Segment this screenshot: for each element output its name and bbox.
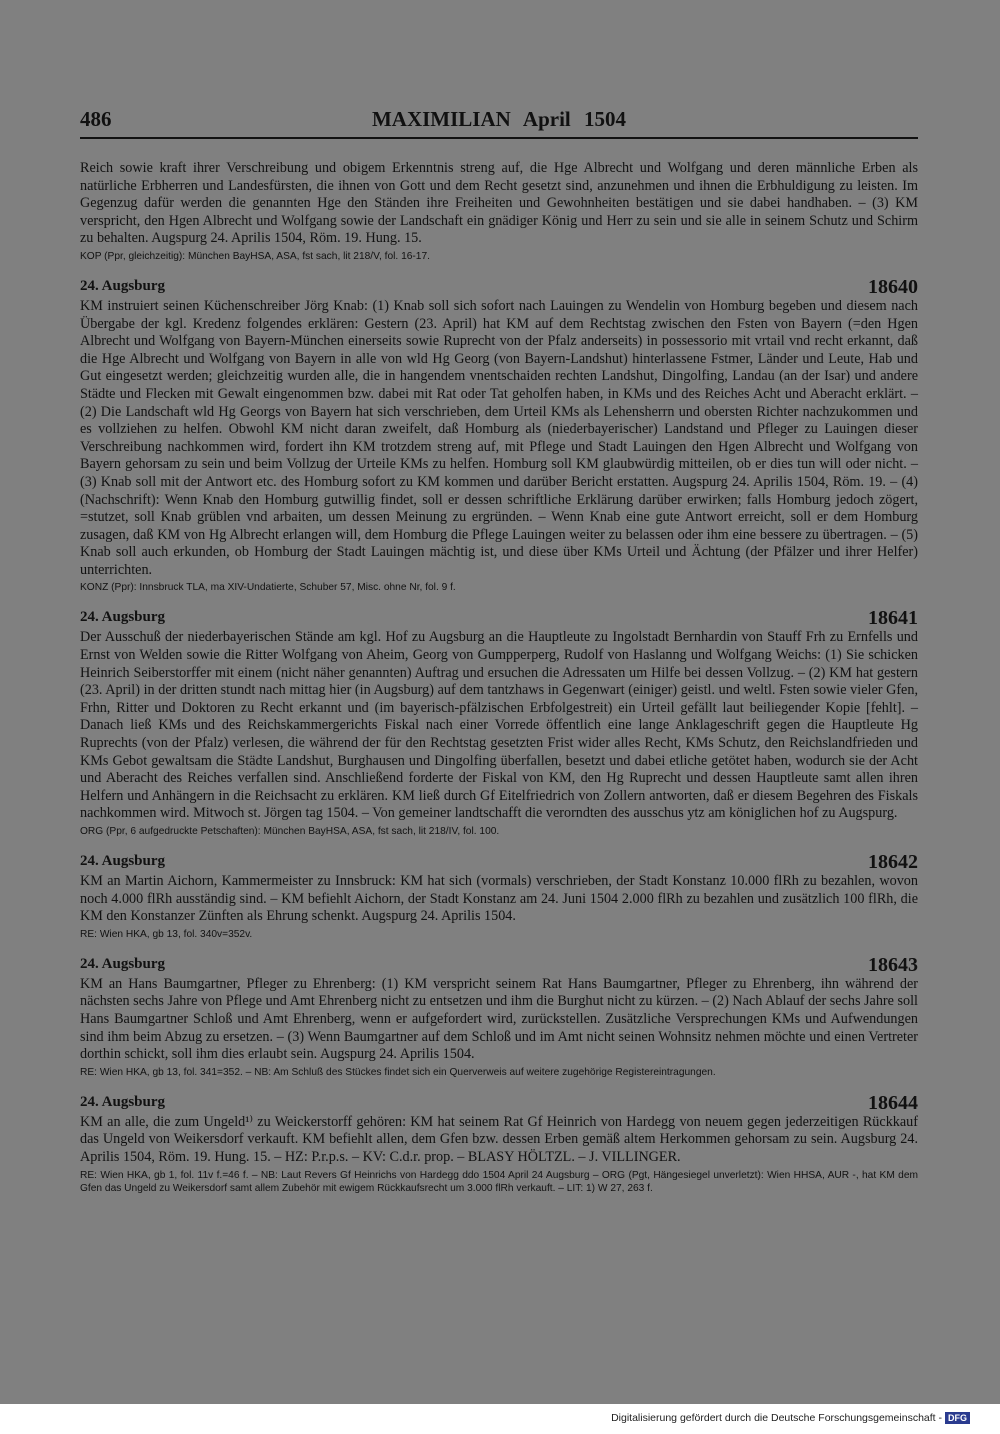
entry-heading	[80, 1092, 918, 1114]
entry-source: RE: Wien HKA, gb 13, fol. 340v=352v.	[80, 928, 253, 940]
entry-18644	[80, 1092, 918, 1195]
entry-source: RE: Wien HKA, gb 1, fol. 11v f.=46 f. – NB: Laut Revers Gf Heinrichs von Hardegg ddo 1504 April 24 Augsburg – ORG (Pgt, Hängesiegel unverletzt): Wien HHSA, AUR -, hat KM dem Gfen das Ungeld zu Weikersdorf samt allem Zubehör mit ewigem Rückkaufsrecht um 3.000 flRh verkauft. – LIT: 1) W 27, 263 f.	[80, 1169, 918, 1194]
entry-source: KONZ (Ppr): Innsbruck TLA, ma XIV-Undatierte, Schuber 57, Misc. ohne Nr, fol. 9 f.	[80, 582, 456, 594]
entry-18640	[80, 276, 918, 595]
entry-date-location: 24. Augsburg	[80, 609, 166, 626]
dfg-logo: DFG	[945, 1412, 970, 1424]
entry-text: KM an alle, die zum Ungeld¹⁾ zu Weickerstorff gehören: KM hat seinem Rat Gf Heinrich von Hardegg von neuem gegen jederzeitigen Rückkauf das Ungeld von Weikersdorf verkauft. KM befiehlt allen, dem Gfen bzw. dessen Erben gemäß altem Herkommen gehorsam zu sein. Augsburg 24. Aprilis 1504, Röm. 19. Hung. 15. – HZ: P.r.p.s. – KV: C.d.r. prop. – BLASY HÖLTZL. – J. VILLINGER.	[80, 1113, 918, 1165]
entry-text: KM instruiert seinen Küchenschreiber Jörg Knab: (1) Knab soll sich sofort nach Lauingen zu Wendelin von Homburg begeben und diesem nach Übergabe der kgl. Kredenz folgendes erklären: Gestern (23. April) hat KM auf dem Rechtstag zwischen den Fsten von Bayern (=den Hgen Albrecht und Wolfgang von Bayern-München einerseits sowie Ruprecht von der Pfalz anderseits) in possessorio mit vrtail vnd recht erkannt, daß die Hge Albrecht und Wolfgang von Bayern in alle von wld Hg Georg (von Bayern-Landshut) hinterlassene Fstmer, Länder und Leute, Hab und Gut eingesetzt werden; gleichzeitig wurden alle, die in hangendem vnentschaiden rechten Landshut, Dingolfing, Landau (an der Isar) und andere Städte und Flecken mit Gewalt eingenommen bzw. dabei mit Rat oder Tat geholfen haben, in KMs und des Reiches Acht und Aberacht erklärt. – (2) Die Landschaft wld Hg Georgs von Bayern hat sich verschrieben, dem Urteil KMs als Lehensherrn und obersten Richter nachzukommen und es vollziehen zu helfen. Obwohl KM nicht daran zweifelt, daß Homburg als (niederbayerischer) Landstand und Pfleger zu Lauingen dieser Verschreibung nachkommen wird, fordert ihn KM trotzdem streng auf, mit Pflege und Stadt Lauingen den Hgen Albrecht und Wolfgang von Bayern gehorsam zu sein und beim Vollzug der Urteile KMs zu helfen. Homburg soll KM glaubwürdig mitteilen, ob er dies tun will oder nicht. – (3) Knab soll mit der Antwort etc. des Homburg sofort zu KM kommen und darüber Bericht erstatten. Augspurg 24. Aprilis 1504, Röm. 19. – (4) (Nachschrift): Wenn Knab den Homburg gutwillig findet, soll er dessen schriftliche Erklärung darüber erwirken; falls Homburg jedoch zögert, =stutzet, soll Knab grüblen vnd arbaiten, um dessen Meinung zu ergründen. – Wenn Knab eine gute Antwort erreicht, soll er dem Homburg zusagen, daß KM von Hg Albrecht erlangen will, dem Homburg die Pflege Lauingen weiter zu belassen oder ihm eine bessere zu übertragen. – (5) Knab soll auch erkunden, ob Homburg der Stadt Lauingen mächtig ist, und diese über KMs Urteil und Ächtung (der Pfälzer und ihrer Helfer) unterrichten.	[80, 297, 918, 578]
entry-source: ORG (Ppr, 6 aufgedruckte Petschaften): München BayHSA, ASA, fst sach, lit 218/IV, fol. 100.	[80, 826, 500, 837]
entry-heading	[80, 851, 918, 873]
funding-note: Digitalisierung gefördert durch die Deutsche Forschungsgemeinschaft -	[611, 1412, 942, 1424]
entry-number: 18644	[868, 1091, 918, 1114]
entry-heading	[80, 276, 918, 298]
digitization-footer	[611, 1412, 970, 1424]
entry-date-location: 24. Augsburg	[80, 1093, 166, 1110]
entry-heading	[80, 954, 918, 976]
entry-text: KM an Hans Baumgartner, Pfleger zu Ehrenberg: (1) KM verspricht seinem Rat Hans Baumgartner, Pfleger zu Ehrenberg, ihn während der nächsten sechs Jahre von Pflege und Amt Ehrenberg nicht zu entsetzen und ihm die Burghut nicht zu kürzen. – (2) Nach Ablauf der sechs Jahre soll Hans Baumgartner Schloß und Amt Ehrenberg, wenn er aufgefordert wird, zurückstellen. Zusätzliche Versprechungen KMs und Aufwendungen sind ihm beim Abzug zu ersetzen. – (3) Wenn Baumgartner auf dem Schloß und im Amt nicht seinen Wohnsitz nehmen möchte und einen Vertreter dorthin schickt, soll ihm dies erlaubt sein. Augspurg 24. Aprilis 1504.	[80, 975, 918, 1063]
page-number: 486	[80, 107, 112, 131]
intro-paragraph: Reich sowie kraft ihrer Verschreibung und obigem Erkenntnis streng auf, die Hge Albrecht und Wolfgang und deren männliche Erben als natürliche Erbherren und Landesfürsten, die ihnen von Gott und dem Recht gesetzt sind, anzunehmen und ihnen die Erbhuldigung zu leisten. Im Gegenzug dafür werden die genannten Hge den Ständen ihre Freiheiten und Gewohnheiten bestätigen und sie dabei handhaben. – (3) KM verspricht, den Hgen Albrecht und Wolfgang sowie der Landschaft ein gnädiger König und Herr zu sein und sie alle in seinem Schutz und Schirm zu behalten. Augspurg 24. Aprilis 1504, Röm. 19. Hung. 15.	[80, 160, 918, 247]
entry-text: Der Ausschuß der niederbayerischen Stände am kgl. Hof zu Augsburg an die Hauptleute zu Ingolstadt Bernhardin von Stauff Frh zu Ernfells und Ernst von Welden sowie die Ritter Wolfgang von Aheim, Georg von Gumpperperg, Rudolf von Haslanng und Wolfgang Weichs: (1) Sie schicken Heinrich Seiberstorffer mit einem (nicht näher genannten) Auftrag und ersuchen die Adressaten um Hilfe bei dessen Vollzug. – (2) KM hat gestern (23. April) in der dritten stundt nach mittag hier (in Augsburg) auf dem tantzhaws in Gegenwart (einiger) geistl. und weltl. Fsten sowie vieler Gfen, Frhn, Ritter und Doktoren zu Recht erkannt und (im bayerisch-pfälzischen Erbfolgestreit) ein Urteil gefällt laut beiliegender Kopie [fehlt]. – Danach ließ KMs und des Reichskammergerichts Fiskal nach einer Vorrede öffentlich eine lange Anklageschrift gegen die Hauptleute Hg Ruprechts (von der Pfalz) verlesen, die während der für den Rechtstag gesetzten Frist wider alles Recht, KMs Schutz, den Reichslandfrieden und KMs Gebot gewaltsam die Städte Landshut, Burghausen und Dingolfing überfallen, besetzt und dabei etliche getötet haben, wodurch sie der Acht und Aberacht des Reiches verfallen sind. Anschließend forderte der Fiskal von KM, den Hg Ruprecht und dessen Hauptleute samt allen ihren Helfern und Anhängern in die Reichsacht zu erklären. KM ließ durch Gf Eitelfriedrich von Zollern antworten, daß er diesem Begehren des Fiskals nachkommen wird. Mitwoch st. Jörgen tag 1504. – Von gemeiner landtschafft die verorndten des ausschus ytz am königlichen hof zu Augspurg.	[80, 629, 918, 822]
entry-18643	[80, 954, 918, 1079]
entry-text: KM an Martin Aichorn, Kammermeister zu Innsbruck: KM hat sich (vormals) verschrieben, der Stadt Konstanz 10.000 flRh zu bezahlen, wovon noch 4.000 flRh ausständig sind. – KM befiehlt Aichorn, der Stadt Konstanz am 24. Juni 1504 2.000 flRh zu bezahlen und zusätzlich 100 flRh, die KM den Konstanzer Zünften als Ehrung schenkt. Augspurg 24. Aprilis 1504.	[80, 873, 918, 925]
page-header	[80, 107, 918, 135]
entry-number: 18643	[868, 953, 918, 976]
entry-heading	[80, 607, 918, 629]
entry-18641	[80, 607, 918, 838]
entry-number: 18641	[868, 607, 918, 630]
entry-source: RE: Wien HKA, gb 13, fol. 341=352. – NB: Am Schluß des Stückes findet sich ein Querverweis auf weitere zugehörige Registereintragungen.	[80, 1066, 716, 1078]
page-content	[80, 160, 918, 1195]
header-rule	[80, 137, 918, 139]
entry-18642	[80, 851, 918, 941]
entry-date-location: 24. Augsburg	[80, 277, 166, 294]
running-title: MAXIMILIAN April 1504	[371, 107, 626, 131]
entry-number: 18640	[868, 275, 918, 298]
intro-source: KOP (Ppr, gleichzeitig): München BayHSA, ASA, fst sach, lit 218/V, fol. 16-17.	[80, 250, 430, 262]
entry-date-location: 24. Augsburg	[80, 853, 166, 869]
entry-date-location: 24. Augsburg	[80, 955, 166, 972]
entry-number: 18642	[868, 851, 918, 873]
